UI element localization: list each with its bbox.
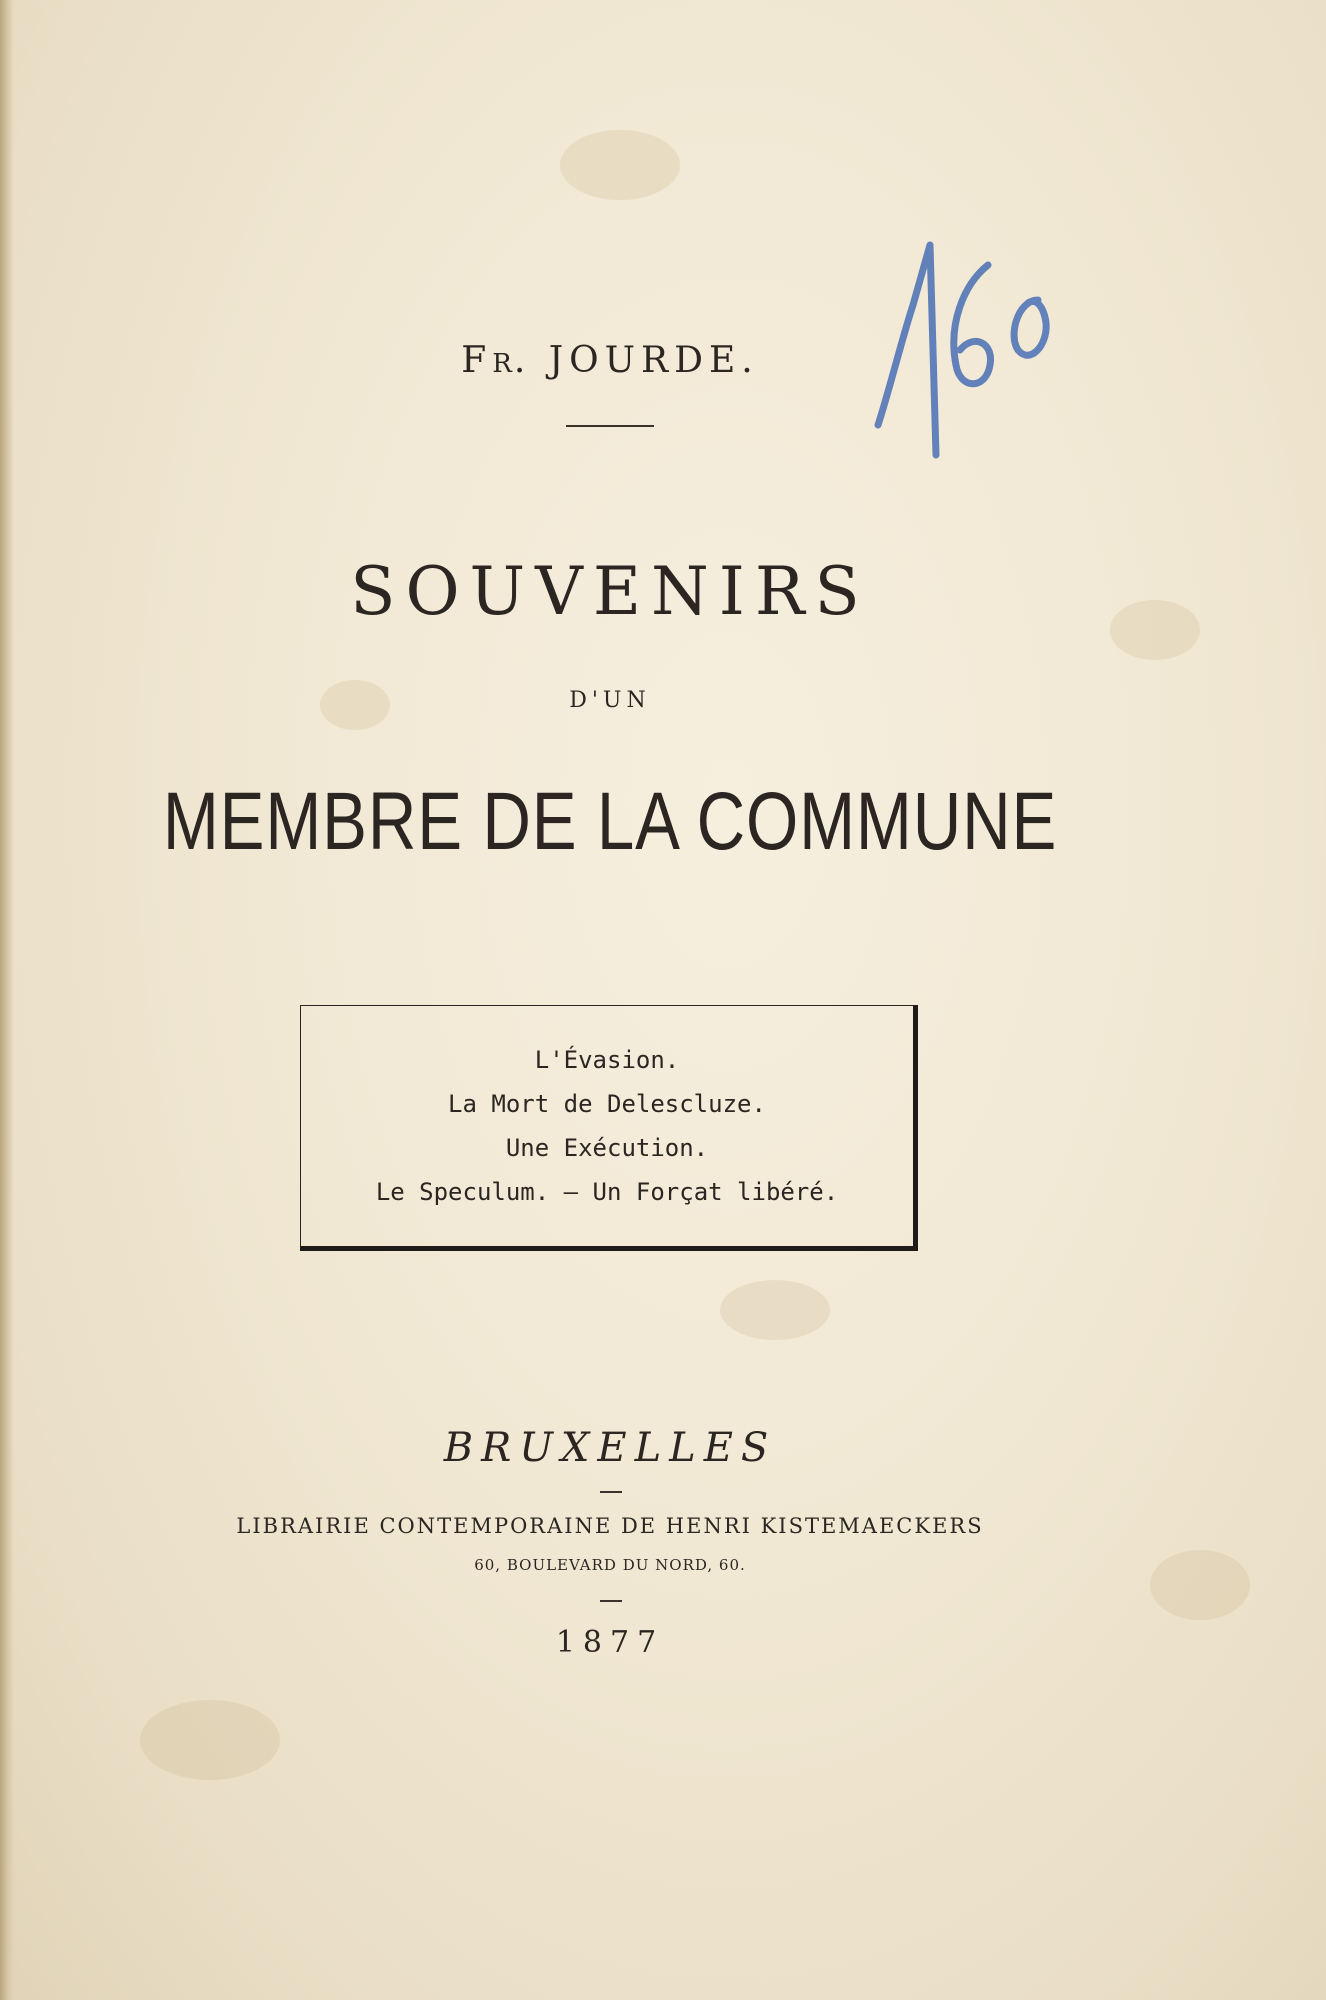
imprint-address: 60, BOULEVARD DU NORD, 60. [474,1556,746,1574]
author-initial: F [461,340,493,381]
imprint-year: 1877 [555,1625,665,1660]
author-initial-small: R [492,349,514,379]
imprint-city: BRUXELLES [443,1425,777,1471]
page-spine-edge [0,0,14,2000]
book-title: SOUVENIRS [350,553,870,630]
imprint-publisher: LIBRAIRIE CONTEMPORAINE DE HENRI KISTEMAECKERS [236,1514,984,1538]
contents-item: Une Exécution. [505,1134,709,1162]
author-name: JOURDE. [548,340,759,381]
foxing-stain [720,1280,830,1340]
imprint-dash [600,1491,622,1493]
imprint-dash [600,1600,622,1602]
foxing-stain [560,130,680,200]
foxing-stain [140,1700,280,1780]
book-subtitle: MEMBRE DE LA COMMUNE [162,776,1058,867]
author-line: FR. JOURDE. [461,340,759,381]
contents-box [300,1005,918,1251]
contents-item: Le Speculum. — Un Forçat libéré. [375,1178,839,1206]
contents-item: L'Évasion. [534,1046,680,1074]
handwritten-note-icon [868,225,1068,465]
contents-item: La Mort de Delescluze. [448,1090,766,1118]
author-rule [566,425,654,427]
title-connector: D'UN [569,688,651,713]
